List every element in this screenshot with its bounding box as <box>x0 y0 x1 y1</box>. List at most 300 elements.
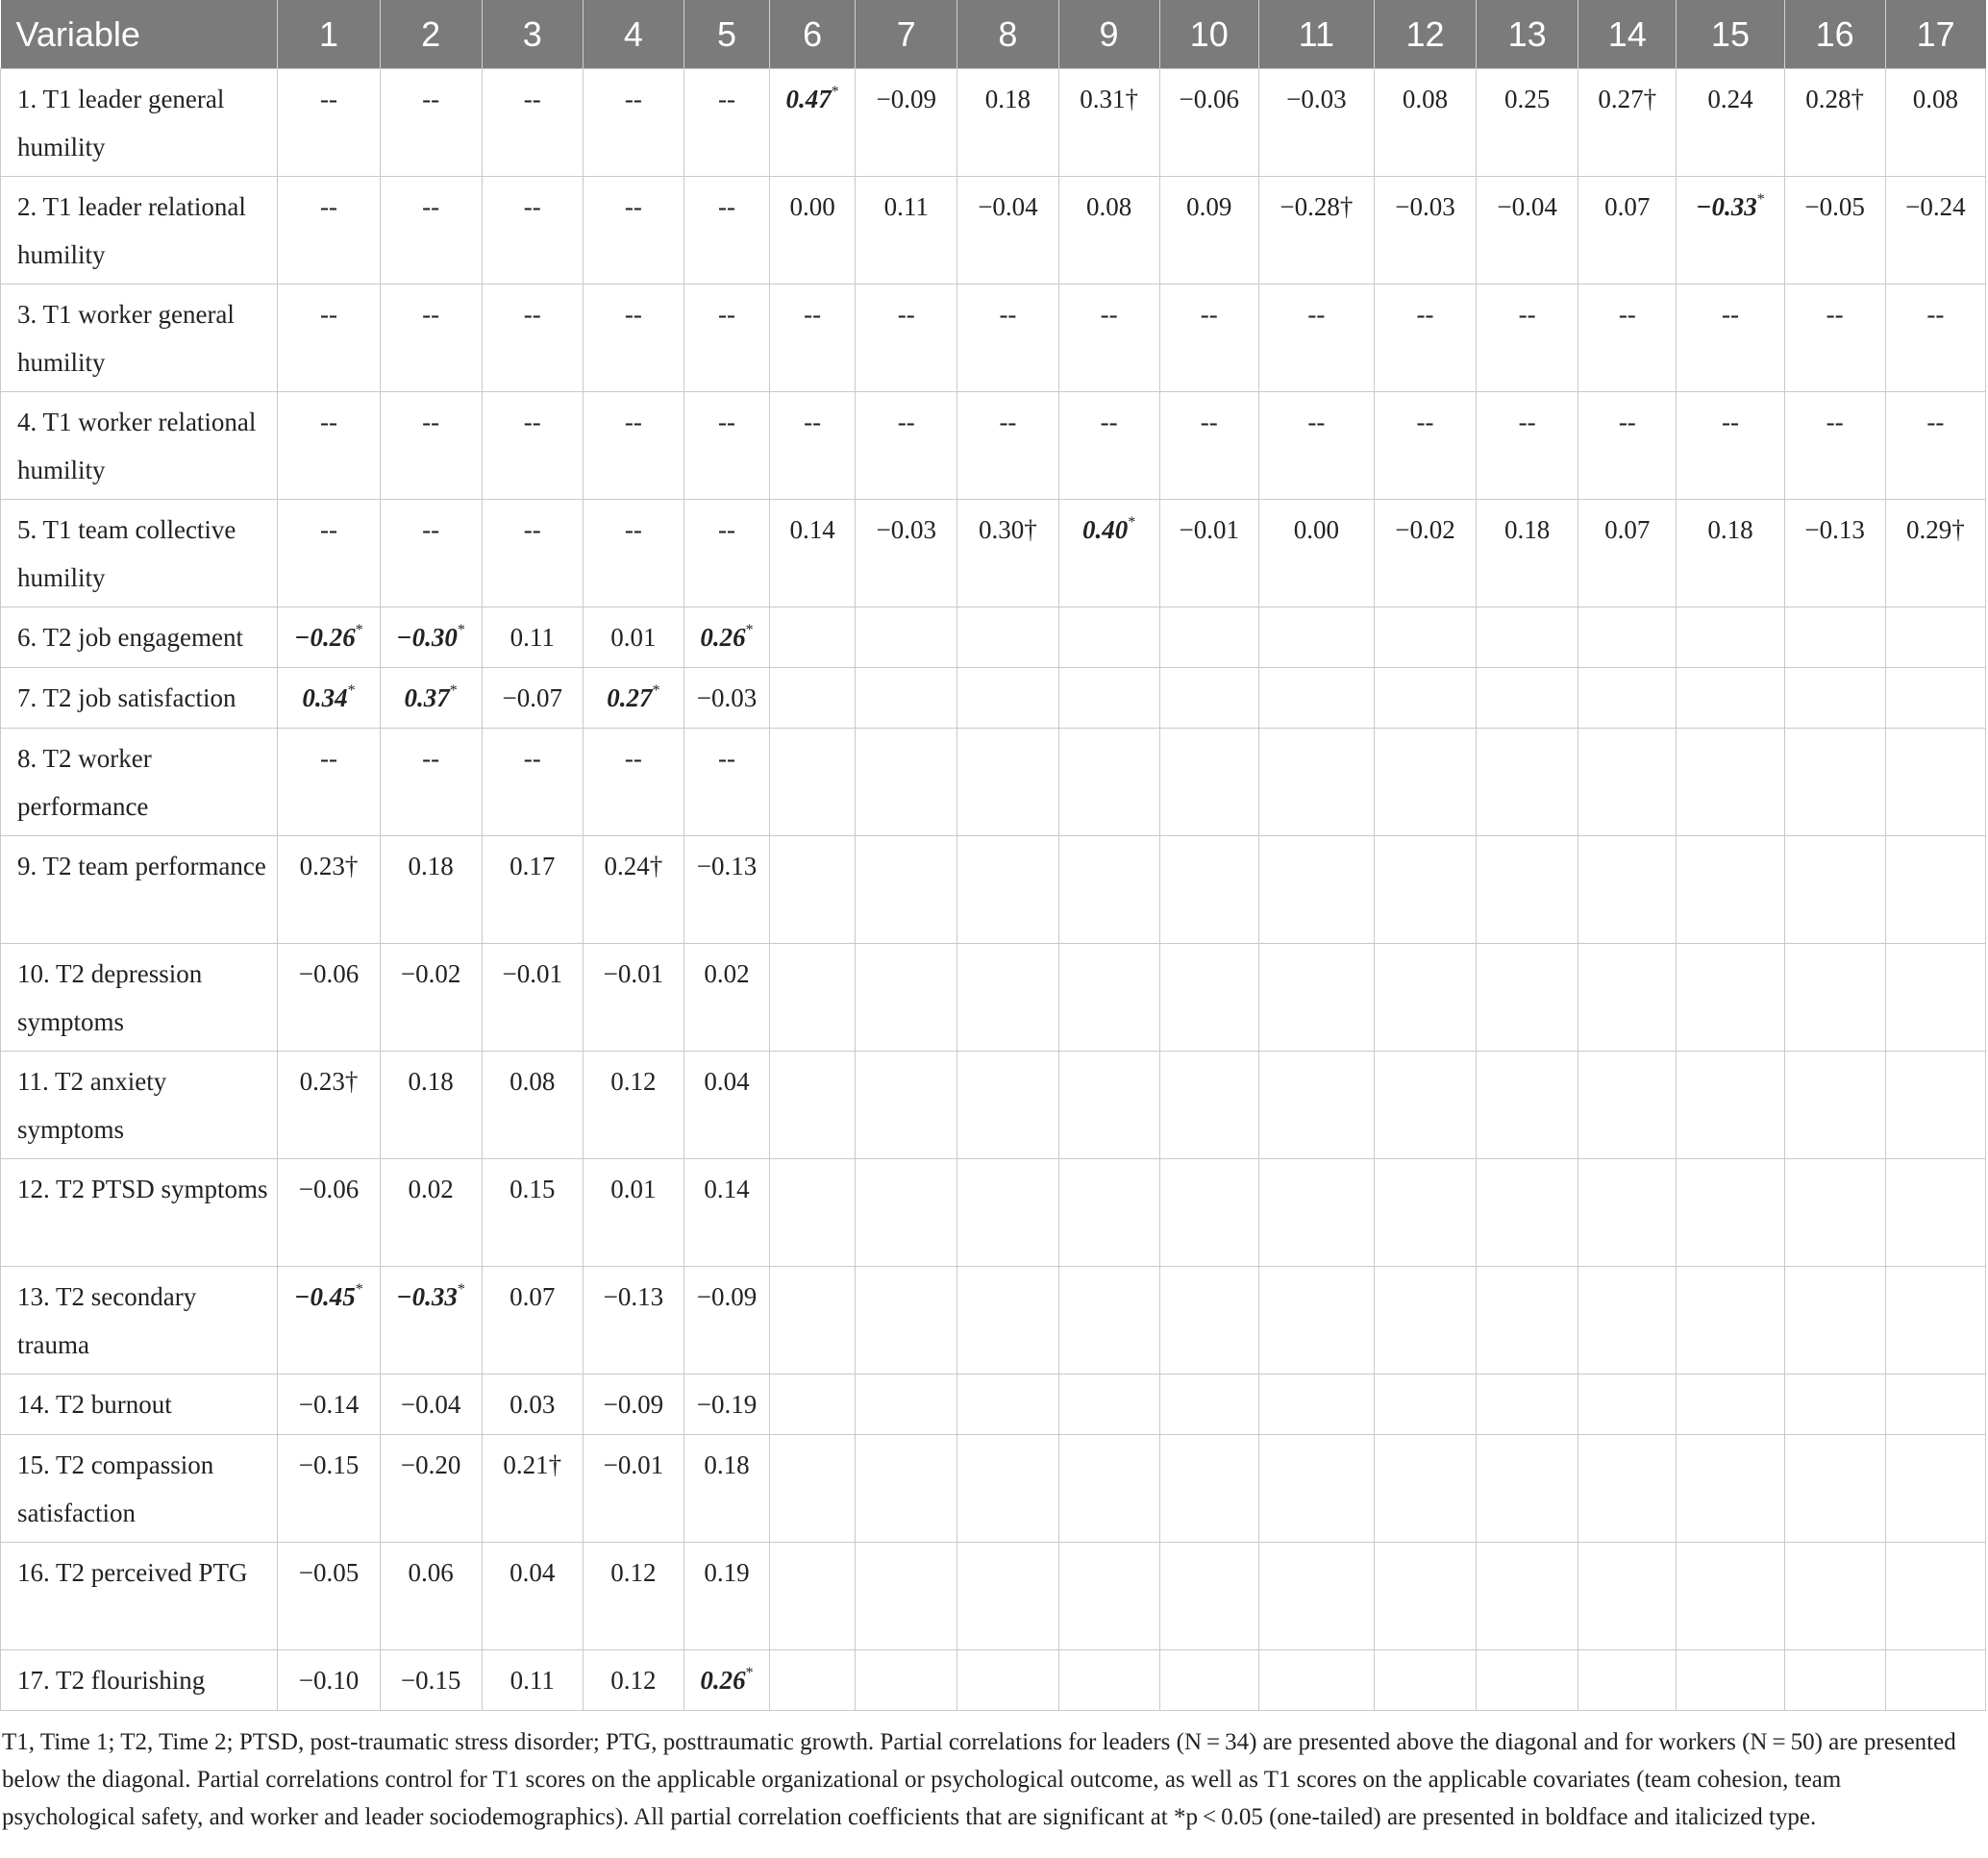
table-cell: −0.03 <box>856 500 957 607</box>
table-cell: -- <box>278 500 380 607</box>
table-cell: 0.40* <box>1058 500 1159 607</box>
row-label: 12. T2 PTSD symptoms <box>1 1159 278 1267</box>
table-cell: -- <box>1058 285 1159 392</box>
table-cell <box>1677 944 1784 1052</box>
table-cell <box>1258 836 1374 944</box>
table-cell <box>1258 1543 1374 1650</box>
table-cell: -- <box>482 392 583 500</box>
table-cell <box>957 1543 1058 1650</box>
table-cell: −0.26* <box>278 607 380 668</box>
column-header: 13 <box>1477 0 1578 69</box>
table-cell: −0.06 <box>278 1159 380 1267</box>
table-cell: 0.23† <box>278 1052 380 1159</box>
table-cell <box>856 1650 957 1711</box>
table-cell: -- <box>380 69 482 177</box>
table-cell: 0.27† <box>1578 69 1677 177</box>
row-label: 6. T2 job engagement <box>1 607 278 668</box>
table-cell: −0.05 <box>1784 177 1885 285</box>
table-cell <box>1477 1543 1578 1650</box>
table-row <box>1 500 1986 607</box>
table-cell: -- <box>1477 392 1578 500</box>
table-cell: 0.24 <box>1677 69 1784 177</box>
table-cell <box>1677 1267 1784 1375</box>
table-cell: 0.01 <box>583 1159 683 1267</box>
table-cell: 0.02 <box>683 944 769 1052</box>
row-label: 16. T2 perceived PTG <box>1 1543 278 1650</box>
column-header: 7 <box>856 0 957 69</box>
table-cell <box>1258 1052 1374 1159</box>
table-cell <box>770 1375 856 1435</box>
table-row <box>1 392 1986 500</box>
table-cell: −0.09 <box>683 1267 769 1375</box>
table-cell: -- <box>380 177 482 285</box>
table-cell: -- <box>683 285 769 392</box>
table-cell: -- <box>278 729 380 836</box>
table-cell: 0.14 <box>683 1159 769 1267</box>
table-cell <box>770 836 856 944</box>
table-cell: −0.13 <box>583 1267 683 1375</box>
table-cell <box>1159 944 1258 1052</box>
table-cell <box>1159 836 1258 944</box>
table-cell <box>957 944 1058 1052</box>
table-cell: 0.04 <box>683 1052 769 1159</box>
table-cell <box>1784 668 1885 729</box>
table-cell <box>1058 729 1159 836</box>
table-cell <box>1374 1375 1476 1435</box>
table-cell <box>957 836 1058 944</box>
table-cell: -- <box>1374 392 1476 500</box>
table-cell <box>957 668 1058 729</box>
table-cell <box>1374 607 1476 668</box>
column-header: 9 <box>1058 0 1159 69</box>
column-header: 16 <box>1784 0 1885 69</box>
table-cell <box>1258 1375 1374 1435</box>
table-cell: -- <box>380 729 482 836</box>
table-cell: -- <box>1258 285 1374 392</box>
table-cell <box>1477 1435 1578 1543</box>
table-cell: 0.07 <box>1578 177 1677 285</box>
column-header: 11 <box>1258 0 1374 69</box>
row-label: 15. T2 compassion satisfaction <box>1 1435 278 1543</box>
table-cell <box>1885 1435 1985 1543</box>
table-cell: 0.29† <box>1885 500 1985 607</box>
table-cell <box>1677 1650 1784 1711</box>
table-cell: −0.04 <box>380 1375 482 1435</box>
table-cell: 0.24† <box>583 836 683 944</box>
table-cell <box>1477 1052 1578 1159</box>
column-header: 14 <box>1578 0 1677 69</box>
table-cell <box>1159 1159 1258 1267</box>
table-cell <box>1885 1159 1985 1267</box>
table-cell: -- <box>380 500 482 607</box>
table-cell: −0.01 <box>482 944 583 1052</box>
table-cell: -- <box>957 392 1058 500</box>
table-cell <box>1784 1267 1885 1375</box>
table-cell: 0.37* <box>380 668 482 729</box>
table-cell <box>856 1375 957 1435</box>
table-cell: 0.27* <box>583 668 683 729</box>
table-cell <box>1578 1375 1677 1435</box>
table-cell <box>957 729 1058 836</box>
table-cell: -- <box>1258 392 1374 500</box>
table-cell: -- <box>583 69 683 177</box>
table-cell <box>1058 1435 1159 1543</box>
table-cell: -- <box>583 285 683 392</box>
table-cell: 0.18 <box>380 1052 482 1159</box>
table-cell: −0.10 <box>278 1650 380 1711</box>
table-cell <box>957 1159 1058 1267</box>
table-footnote: T1, Time 1; T2, Time 2; PTSD, post-traumatic stress disorder; PTG, posttraumatic growth. Partial correlations for leaders (N = 34) are presented above the diagonal and for workers (N = 50) are presented below the diagonal. Partial correlations control for T1 scores on the applicable organizational or psychological outcome, as well as T1 scores on the applicable covariates (team cohesion, team psychological safety, and worker and leader sociodemographics). All partial correlation coefficients that are significant at *p < 0.05 (one-tailed) are presented in boldface and italicized type. <box>2 1729 1956 1830</box>
row-label: 7. T2 job satisfaction <box>1 668 278 729</box>
table-cell <box>1784 607 1885 668</box>
table-cell: 0.18 <box>957 69 1058 177</box>
table-cell <box>1159 1375 1258 1435</box>
table-cell: −0.01 <box>1159 500 1258 607</box>
table-cell <box>1258 944 1374 1052</box>
table-cell: 0.23† <box>278 836 380 944</box>
table-cell <box>1374 1650 1476 1711</box>
column-header: 8 <box>957 0 1058 69</box>
table-cell <box>957 607 1058 668</box>
table-cell <box>1578 1435 1677 1543</box>
table-cell: −0.05 <box>278 1543 380 1650</box>
table-cell: -- <box>683 500 769 607</box>
table-cell <box>1578 729 1677 836</box>
table-cell: −0.01 <box>583 944 683 1052</box>
table-cell: -- <box>583 392 683 500</box>
table-row <box>1 1267 1986 1375</box>
table-cell: −0.13 <box>683 836 769 944</box>
table-cell: 0.07 <box>482 1267 583 1375</box>
table-cell: −0.13 <box>1784 500 1885 607</box>
table-cell <box>957 1267 1058 1375</box>
column-header: 12 <box>1374 0 1476 69</box>
table-cell: −0.15 <box>380 1650 482 1711</box>
table-row <box>1 668 1986 729</box>
table-cell: -- <box>1578 392 1677 500</box>
table-cell: −0.15 <box>278 1435 380 1543</box>
table-cell <box>1258 1435 1374 1543</box>
row-label: 5. T1 team collective humility <box>1 500 278 607</box>
table-cell <box>1258 729 1374 836</box>
table-cell: 0.18 <box>1477 500 1578 607</box>
table-cell <box>1374 1543 1476 1650</box>
table-cell: -- <box>380 392 482 500</box>
table-cell <box>1159 1650 1258 1711</box>
table-cell: -- <box>1784 285 1885 392</box>
row-label: 11. T2 anxiety symptoms <box>1 1052 278 1159</box>
column-header: 1 <box>278 0 380 69</box>
table-cell: −0.14 <box>278 1375 380 1435</box>
table-cell <box>1058 1543 1159 1650</box>
table-cell <box>856 729 957 836</box>
table-cell <box>1784 729 1885 836</box>
table-cell <box>1159 729 1258 836</box>
column-header: 17 <box>1885 0 1985 69</box>
table-row <box>1 729 1986 836</box>
table-cell: 0.47* <box>770 69 856 177</box>
table-cell <box>1784 1159 1885 1267</box>
table-cell: 0.06 <box>380 1543 482 1650</box>
row-label: 1. T1 leader general humility <box>1 69 278 177</box>
table-cell: -- <box>1885 285 1985 392</box>
table-cell <box>770 729 856 836</box>
table-cell <box>1159 1267 1258 1375</box>
table-cell: −0.19 <box>683 1375 769 1435</box>
table-cell: -- <box>683 729 769 836</box>
table-cell <box>1578 836 1677 944</box>
table-cell: −0.24 <box>1885 177 1985 285</box>
table-cell: -- <box>278 177 380 285</box>
table-cell <box>1159 668 1258 729</box>
table-cell: −0.02 <box>380 944 482 1052</box>
table-cell <box>1258 1159 1374 1267</box>
table-cell: −0.03 <box>1258 69 1374 177</box>
table-cell: 0.12 <box>583 1052 683 1159</box>
table-cell: -- <box>380 285 482 392</box>
variable-column-header: Variable <box>1 0 278 69</box>
table-cell: -- <box>278 392 380 500</box>
table-cell <box>1159 1435 1258 1543</box>
table-cell: 0.28† <box>1784 69 1885 177</box>
row-label: 8. T2 worker performance <box>1 729 278 836</box>
table-cell <box>1374 1267 1476 1375</box>
table-cell <box>1058 1375 1159 1435</box>
table-cell: 0.08 <box>482 1052 583 1159</box>
table-cell: -- <box>482 285 583 392</box>
table-cell <box>770 1052 856 1159</box>
table-cell <box>1784 944 1885 1052</box>
table-cell <box>1374 668 1476 729</box>
table-cell <box>1578 1052 1677 1159</box>
table-row <box>1 1650 1986 1711</box>
table-cell <box>1477 729 1578 836</box>
table-cell: 0.12 <box>583 1543 683 1650</box>
table-cell <box>1885 668 1985 729</box>
table-cell <box>1477 668 1578 729</box>
table-cell <box>770 1159 856 1267</box>
table-cell: −0.03 <box>683 668 769 729</box>
table-cell: 0.19 <box>683 1543 769 1650</box>
table-cell <box>1258 1650 1374 1711</box>
table-cell <box>1677 729 1784 836</box>
table-cell <box>1885 1052 1985 1159</box>
table-cell: −0.20 <box>380 1435 482 1543</box>
table-cell: 0.04 <box>482 1543 583 1650</box>
table-cell <box>1477 944 1578 1052</box>
table-cell: 0.14 <box>770 500 856 607</box>
table-cell: -- <box>683 392 769 500</box>
table-cell: 0.21† <box>482 1435 583 1543</box>
table-cell <box>1058 1052 1159 1159</box>
table-cell <box>1677 607 1784 668</box>
row-label: 10. T2 depression symptoms <box>1 944 278 1052</box>
column-header: 4 <box>583 0 683 69</box>
table-cell: 0.08 <box>1374 69 1476 177</box>
row-label: 3. T1 worker general humility <box>1 285 278 392</box>
row-label: 4. T1 worker relational humility <box>1 392 278 500</box>
table-cell <box>1578 1543 1677 1650</box>
table-cell: 0.07 <box>1578 500 1677 607</box>
table-cell: −0.04 <box>957 177 1058 285</box>
row-label: 2. T1 leader relational humility <box>1 177 278 285</box>
table-cell: 0.31† <box>1058 69 1159 177</box>
table-cell: -- <box>1477 285 1578 392</box>
table-cell <box>770 607 856 668</box>
column-header: 10 <box>1159 0 1258 69</box>
table-cell <box>1578 607 1677 668</box>
table-row <box>1 1159 1986 1267</box>
table-cell <box>1784 1435 1885 1543</box>
table-cell: 0.18 <box>1677 500 1784 607</box>
table-cell: 0.00 <box>1258 500 1374 607</box>
table-cell <box>1677 1435 1784 1543</box>
table-cell: 0.09 <box>1159 177 1258 285</box>
table-cell: 0.18 <box>683 1435 769 1543</box>
table-cell <box>1477 1159 1578 1267</box>
table-cell <box>1058 1650 1159 1711</box>
table-cell <box>856 668 957 729</box>
table-cell <box>770 1650 856 1711</box>
table-cell: 0.00 <box>770 177 856 285</box>
table-cell: -- <box>1677 392 1784 500</box>
table-cell: −0.30* <box>380 607 482 668</box>
table-cell <box>1578 1267 1677 1375</box>
table-cell <box>1258 668 1374 729</box>
table-cell: -- <box>856 285 957 392</box>
table-cell: 0.18 <box>380 836 482 944</box>
table-cell <box>770 668 856 729</box>
row-label: 14. T2 burnout <box>1 1375 278 1435</box>
table-cell: 0.02 <box>380 1159 482 1267</box>
table-cell <box>770 1267 856 1375</box>
table-cell: 0.11 <box>482 607 583 668</box>
table-cell <box>1374 1159 1476 1267</box>
table-cell <box>1885 1267 1985 1375</box>
table-cell <box>1885 836 1985 944</box>
table-cell <box>1058 668 1159 729</box>
table-cell <box>1058 607 1159 668</box>
table-cell: -- <box>583 500 683 607</box>
table-row <box>1 1375 1986 1435</box>
table-cell <box>856 607 957 668</box>
table-cell <box>1374 836 1476 944</box>
table-cell: −0.28† <box>1258 177 1374 285</box>
table-cell <box>1885 944 1985 1052</box>
table-cell: -- <box>583 177 683 285</box>
table-cell <box>1258 607 1374 668</box>
table-cell: -- <box>683 177 769 285</box>
table-cell: -- <box>1784 392 1885 500</box>
table-cell: −0.02 <box>1374 500 1476 607</box>
table-cell <box>1677 668 1784 729</box>
table-cell: −0.33* <box>380 1267 482 1375</box>
table-cell <box>1578 1650 1677 1711</box>
table-cell: -- <box>278 69 380 177</box>
table-cell: -- <box>1058 392 1159 500</box>
row-label: 17. T2 flourishing <box>1 1650 278 1711</box>
table-cell: -- <box>1885 392 1985 500</box>
table-cell <box>1784 836 1885 944</box>
row-label: 13. T2 secondary trauma <box>1 1267 278 1375</box>
table-cell <box>1885 1375 1985 1435</box>
table-cell <box>1477 607 1578 668</box>
column-header: 5 <box>683 0 769 69</box>
table-cell <box>957 1650 1058 1711</box>
table-cell: 0.17 <box>482 836 583 944</box>
table-header-row <box>1 0 1986 69</box>
table-row <box>1 69 1986 177</box>
table-row <box>1 836 1986 944</box>
table-cell <box>1477 836 1578 944</box>
table-cell: -- <box>482 177 583 285</box>
table-row <box>1 1435 1986 1543</box>
table-cell <box>770 1543 856 1650</box>
table-cell: -- <box>770 392 856 500</box>
table-cell <box>1885 729 1985 836</box>
table-cell <box>1578 944 1677 1052</box>
table-cell <box>1374 944 1476 1052</box>
table-cell: 0.08 <box>1885 69 1985 177</box>
table-cell: 0.26* <box>683 607 769 668</box>
table-row <box>1 177 1986 285</box>
table-cell <box>856 1159 957 1267</box>
table-cell <box>1058 944 1159 1052</box>
table-cell <box>770 944 856 1052</box>
table-cell <box>1784 1375 1885 1435</box>
table-cell <box>1885 607 1985 668</box>
table-cell <box>1885 1650 1985 1711</box>
table-cell <box>1477 1267 1578 1375</box>
table-cell <box>1784 1543 1885 1650</box>
column-header: 15 <box>1677 0 1784 69</box>
table-cell: 0.25 <box>1477 69 1578 177</box>
table-cell: −0.06 <box>278 944 380 1052</box>
table-cell <box>1159 1052 1258 1159</box>
table-cell <box>1578 668 1677 729</box>
column-header: 6 <box>770 0 856 69</box>
table-row <box>1 944 1986 1052</box>
table-cell: -- <box>1159 392 1258 500</box>
table-cell <box>1159 1543 1258 1650</box>
table-cell: -- <box>1677 285 1784 392</box>
table-cell <box>1677 1159 1784 1267</box>
table-cell <box>1784 1650 1885 1711</box>
table-cell <box>856 836 957 944</box>
column-header: 3 <box>482 0 583 69</box>
table-row <box>1 607 1986 668</box>
table-cell: -- <box>482 69 583 177</box>
table-cell <box>1784 1052 1885 1159</box>
table-cell <box>856 1052 957 1159</box>
table-cell <box>1258 1267 1374 1375</box>
table-cell <box>856 1435 957 1543</box>
table-cell: -- <box>1159 285 1258 392</box>
table-cell: −0.04 <box>1477 177 1578 285</box>
table-cell: −0.45* <box>278 1267 380 1375</box>
table-cell <box>1677 1543 1784 1650</box>
table-cell: -- <box>1374 285 1476 392</box>
table-cell <box>1058 1267 1159 1375</box>
table-cell <box>1058 836 1159 944</box>
table-cell: -- <box>278 285 380 392</box>
table-cell <box>1677 1375 1784 1435</box>
table-cell <box>1374 1052 1476 1159</box>
table-cell: −0.06 <box>1159 69 1258 177</box>
table-cell: 0.26* <box>683 1650 769 1711</box>
table-cell: 0.15 <box>482 1159 583 1267</box>
table-cell: −0.09 <box>583 1375 683 1435</box>
